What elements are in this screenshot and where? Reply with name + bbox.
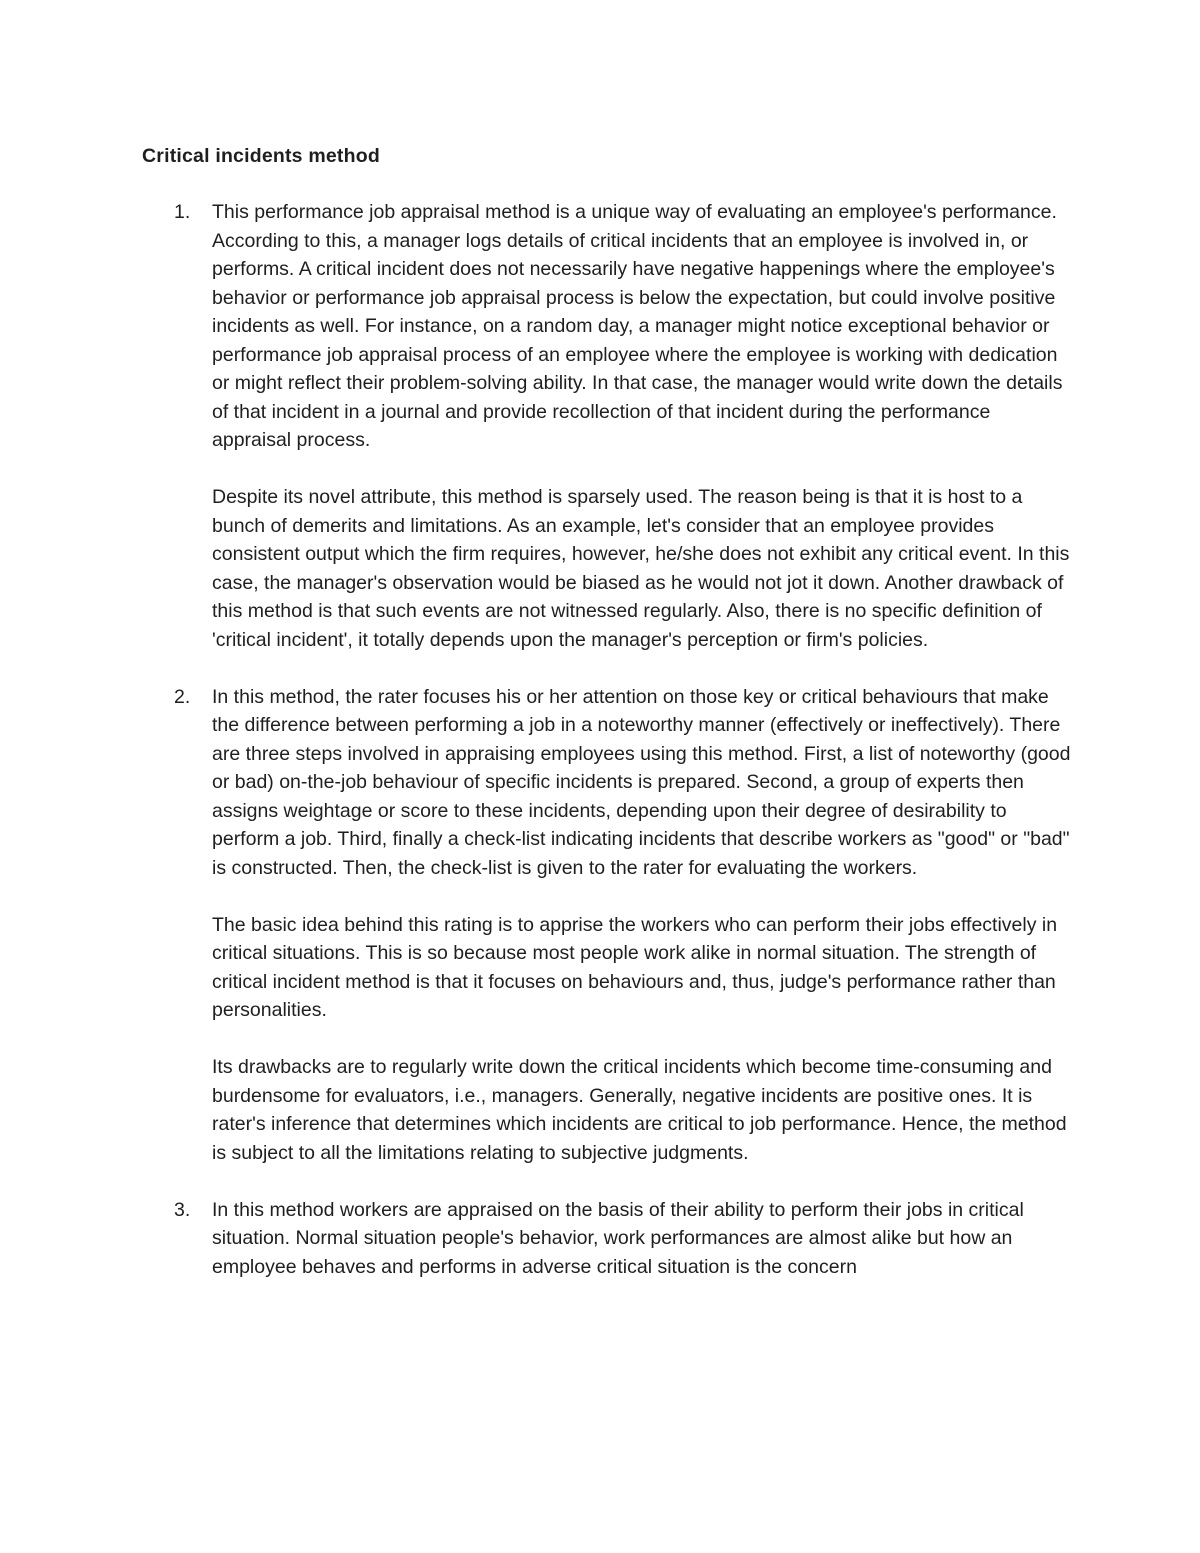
list-item-number: 2. bbox=[174, 685, 191, 708]
list-item bbox=[0, 683, 1200, 1168]
list-paragraph: The basic idea behind this rating is to apprise the workers who can perform their jobs effectively in critical situations. This is so because most people work alike in normal situation. The strength of critical incident method is that it focuses on behaviours and, thus, judge's performance rather than personalities. bbox=[212, 913, 1058, 1021]
list-paragraph: This performance job appraisal method is a unique way of evaluating an employee's performance. According to this, a manager logs details of critical incidents that an employee is involved in, or performs. A critical incident does not necessarily have negative happenings where the employee's behavior or performance job appraisal process is below the expectation, but could involve positive incidents as well. For instance, on a random day, a manager might notice exceptional behavior or performance job appraisal process of an employee where the employee is working with dedication or might reflect their problem-solving ability. In that case, the manager would write down the details of that incident in a journal and provide recollection of that incident during the performance appraisal process. bbox=[212, 201, 1063, 451]
list-item bbox=[0, 1196, 1200, 1282]
list-item bbox=[0, 198, 1200, 654]
numbered-list bbox=[0, 198, 1200, 1310]
document-title: Critical incidents method bbox=[142, 145, 380, 167]
list-paragraph: In this method, the rater focuses his or her attention on those key or critical behaviours that make the difference between performing a job in a noteworthy manner (effectively or ineffectively). There are three steps involved in appraising employees using this method. First, a list of noteworthy (good or bad) on-the-job behaviour of specific incidents is prepared. Second, a group of experts then assigns weightage or score to these incidents, depending upon their degree of desirability to perform a job. Third, finally a check-list indicating incidents that describe workers as "good" or "bad" is constructed. Then, the check-list is given to the rater for evaluating the workers. bbox=[212, 685, 1071, 879]
list-paragraph: Its drawbacks are to regularly write down the critical incidents which become time-consuming and burdensome for evaluators, i.e., managers. Generally, negative incidents are positive ones. It is rater's inference that determines which incidents are critical to job performance. Hence, the method is subject to all the limitations relating to subjective judgments. bbox=[212, 1056, 1067, 1164]
list-item-number: 3. bbox=[174, 1198, 191, 1221]
list-item-number: 1. bbox=[174, 201, 191, 223]
list-paragraph: Despite its novel attribute, this method is sparsely used. The reason being is that it is host to a bunch of demerits and limitations. As an example, let's consider that an employee provides consistent output which the firm requires, however, he/she does not exhibit any critical event. In this case, the manager's observation would be biased as he would not jot it down. Another drawback of this method is that such events are not witnessed regularly. Also, there is no specific definition of 'critical incident', it totally depends upon the manager's perception or firm's policies. bbox=[212, 486, 1070, 651]
list-paragraph: In this method workers are appraised on the basis of their ability to perform their jobs in critical situation. Normal situation people's behavior, work performances are almost alike but how an employee behaves and performs in adverse critical situation is the concern bbox=[212, 1198, 1024, 1278]
